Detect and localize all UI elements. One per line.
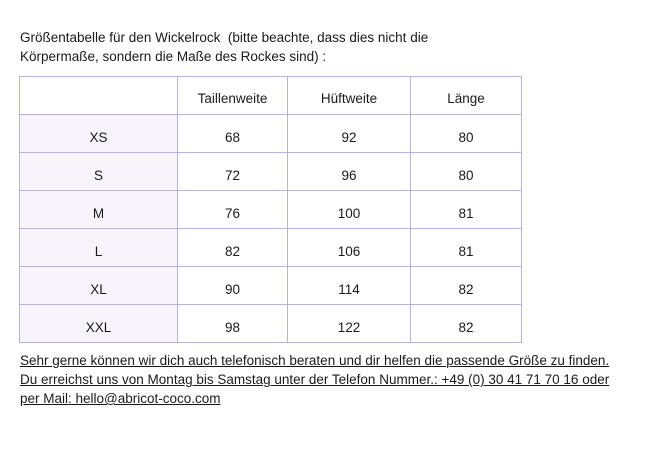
hip-cell: 96	[288, 153, 411, 191]
intro-text	[20, 28, 620, 66]
header-waist: Taillenweite	[178, 77, 288, 115]
hip-cell: 92	[288, 115, 411, 153]
waist-cell: 68	[178, 115, 288, 153]
table-row	[20, 191, 522, 229]
length-cell: 80	[411, 153, 522, 191]
hip-cell: 100	[288, 191, 411, 229]
waist-cell: 76	[178, 191, 288, 229]
contact-text	[20, 351, 660, 408]
size-cell: XL	[20, 267, 178, 305]
table-row	[20, 305, 522, 343]
table-row	[20, 115, 522, 153]
header-length: Länge	[411, 77, 522, 115]
header-empty	[20, 77, 178, 115]
hip-cell: 106	[288, 229, 411, 267]
contact-line-1: Sehr gerne können wir dich auch telefonisch beraten und dir helfen die passende Größe zu finden.	[20, 353, 610, 368]
intro-line-1: Größentabelle für den Wickelrock (bitte beachte, dass dies nicht die	[20, 30, 429, 45]
table-row	[20, 229, 522, 267]
length-cell: 81	[411, 191, 522, 229]
size-cell: XS	[20, 115, 178, 153]
hip-cell: 114	[288, 267, 411, 305]
length-cell: 80	[411, 115, 522, 153]
header-hip: Hüftweite	[288, 77, 411, 115]
size-cell: XXL	[20, 305, 178, 343]
contact-line-3: per Mail: hello@abricot-coco.com	[20, 391, 221, 406]
hip-cell: 122	[288, 305, 411, 343]
intro-line-2: Körpermaße, sondern die Maße des Rockes sind) :	[20, 49, 327, 64]
size-cell: L	[20, 229, 178, 267]
table-row	[20, 153, 522, 191]
waist-cell: 90	[178, 267, 288, 305]
waist-cell: 72	[178, 153, 288, 191]
length-cell: 82	[411, 305, 522, 343]
table-row	[20, 267, 522, 305]
size-cell: M	[20, 191, 178, 229]
size-table	[19, 76, 522, 343]
waist-cell: 82	[178, 229, 288, 267]
length-cell: 81	[411, 229, 522, 267]
length-cell: 82	[411, 267, 522, 305]
contact-line-2: Du erreichst uns von Montag bis Samstag unter der Telefon Nummer.: +49 (0) 30 41 71 70 16 oder	[20, 372, 610, 387]
table-header-row	[20, 77, 522, 115]
waist-cell: 98	[178, 305, 288, 343]
size-cell: S	[20, 153, 178, 191]
